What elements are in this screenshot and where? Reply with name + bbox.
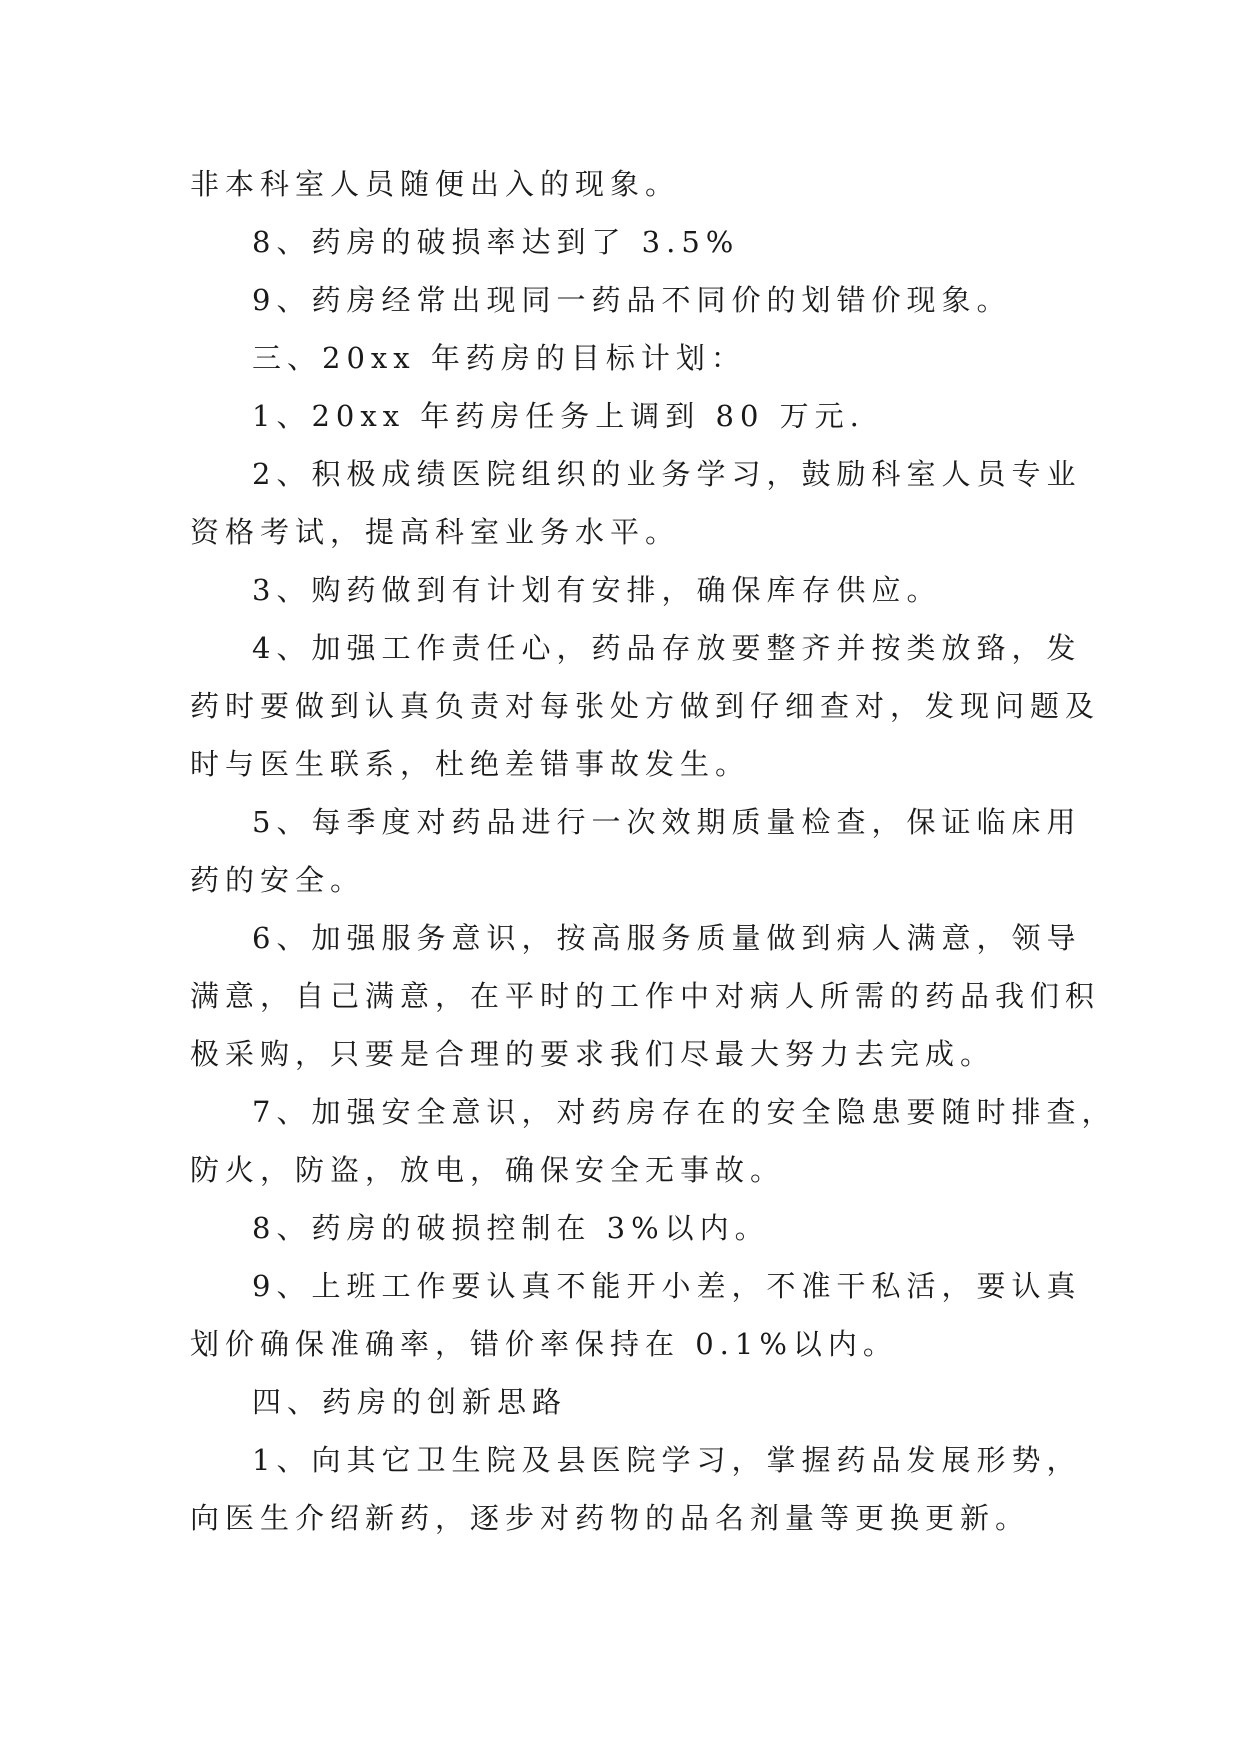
text-line: 非本科室人员随便出入的现象。 <box>190 167 681 201</box>
text-line: 向医生介绍新药，逐步对药物的品名剂量等更换更新。 <box>190 1501 1031 1535</box>
text-line: 5、每季度对药品进行一次效期质量检查，保证临床用 <box>252 805 1082 839</box>
text-line: 6、加强服务意识，按高服务质量做到病人满意，领导 <box>252 921 1082 955</box>
text-line: 1、20xx 年药房任务上调到 80 万元. <box>252 399 865 433</box>
text-line: 满意，自己满意，在平时的工作中对病人所需的药品我们积 <box>190 979 1101 1013</box>
text-line: 8、药房的破损率达到了 3.5% <box>252 225 740 259</box>
section-heading: 三、20xx 年药房的目标计划： <box>252 341 746 375</box>
text-line: 9、药房经常出现同一药品不同价的划错价现象。 <box>252 283 1012 317</box>
text-line: 药时要做到认真负责对每张处方做到仔细查对，发现问题及 <box>190 689 1101 723</box>
text-line: 2、积极成绩医院组织的业务学习，鼓励科室人员专业 <box>252 457 1082 491</box>
text-line: 3、购药做到有计划有安排，确保库存供应。 <box>252 573 942 607</box>
text-line: 时与医生联系，杜绝差错事故发生。 <box>190 747 751 781</box>
text-line: 极采购，只要是合理的要求我们尽最大努力去完成。 <box>190 1037 996 1071</box>
text-line: 8、药房的破损控制在 3%以内。 <box>252 1211 770 1245</box>
text-line: 1、向其它卫生院及县医院学习，掌握药品发展形势， <box>252 1443 1082 1477</box>
text-line: 防火，防盗，放电，确保安全无事故。 <box>190 1153 786 1187</box>
section-heading: 四、药房的创新思路 <box>252 1385 568 1419</box>
text-line: 9、上班工作要认真不能开小差，不准干私活，要认真 <box>252 1269 1082 1303</box>
text-line: 划价确保准确率，错价率保持在 0.1%以内。 <box>190 1327 898 1361</box>
text-line: 7、加强安全意识，对药房存在的安全隐患要随时排查， <box>252 1095 1117 1129</box>
document-body <box>190 155 1117 1547</box>
text-line: 药的安全。 <box>190 863 366 897</box>
text-line: 资格考试，提高科室业务水平。 <box>190 515 681 549</box>
text-line: 4、加强工作责任心，药品存放要整齐并按类放臵，发 <box>252 631 1082 665</box>
